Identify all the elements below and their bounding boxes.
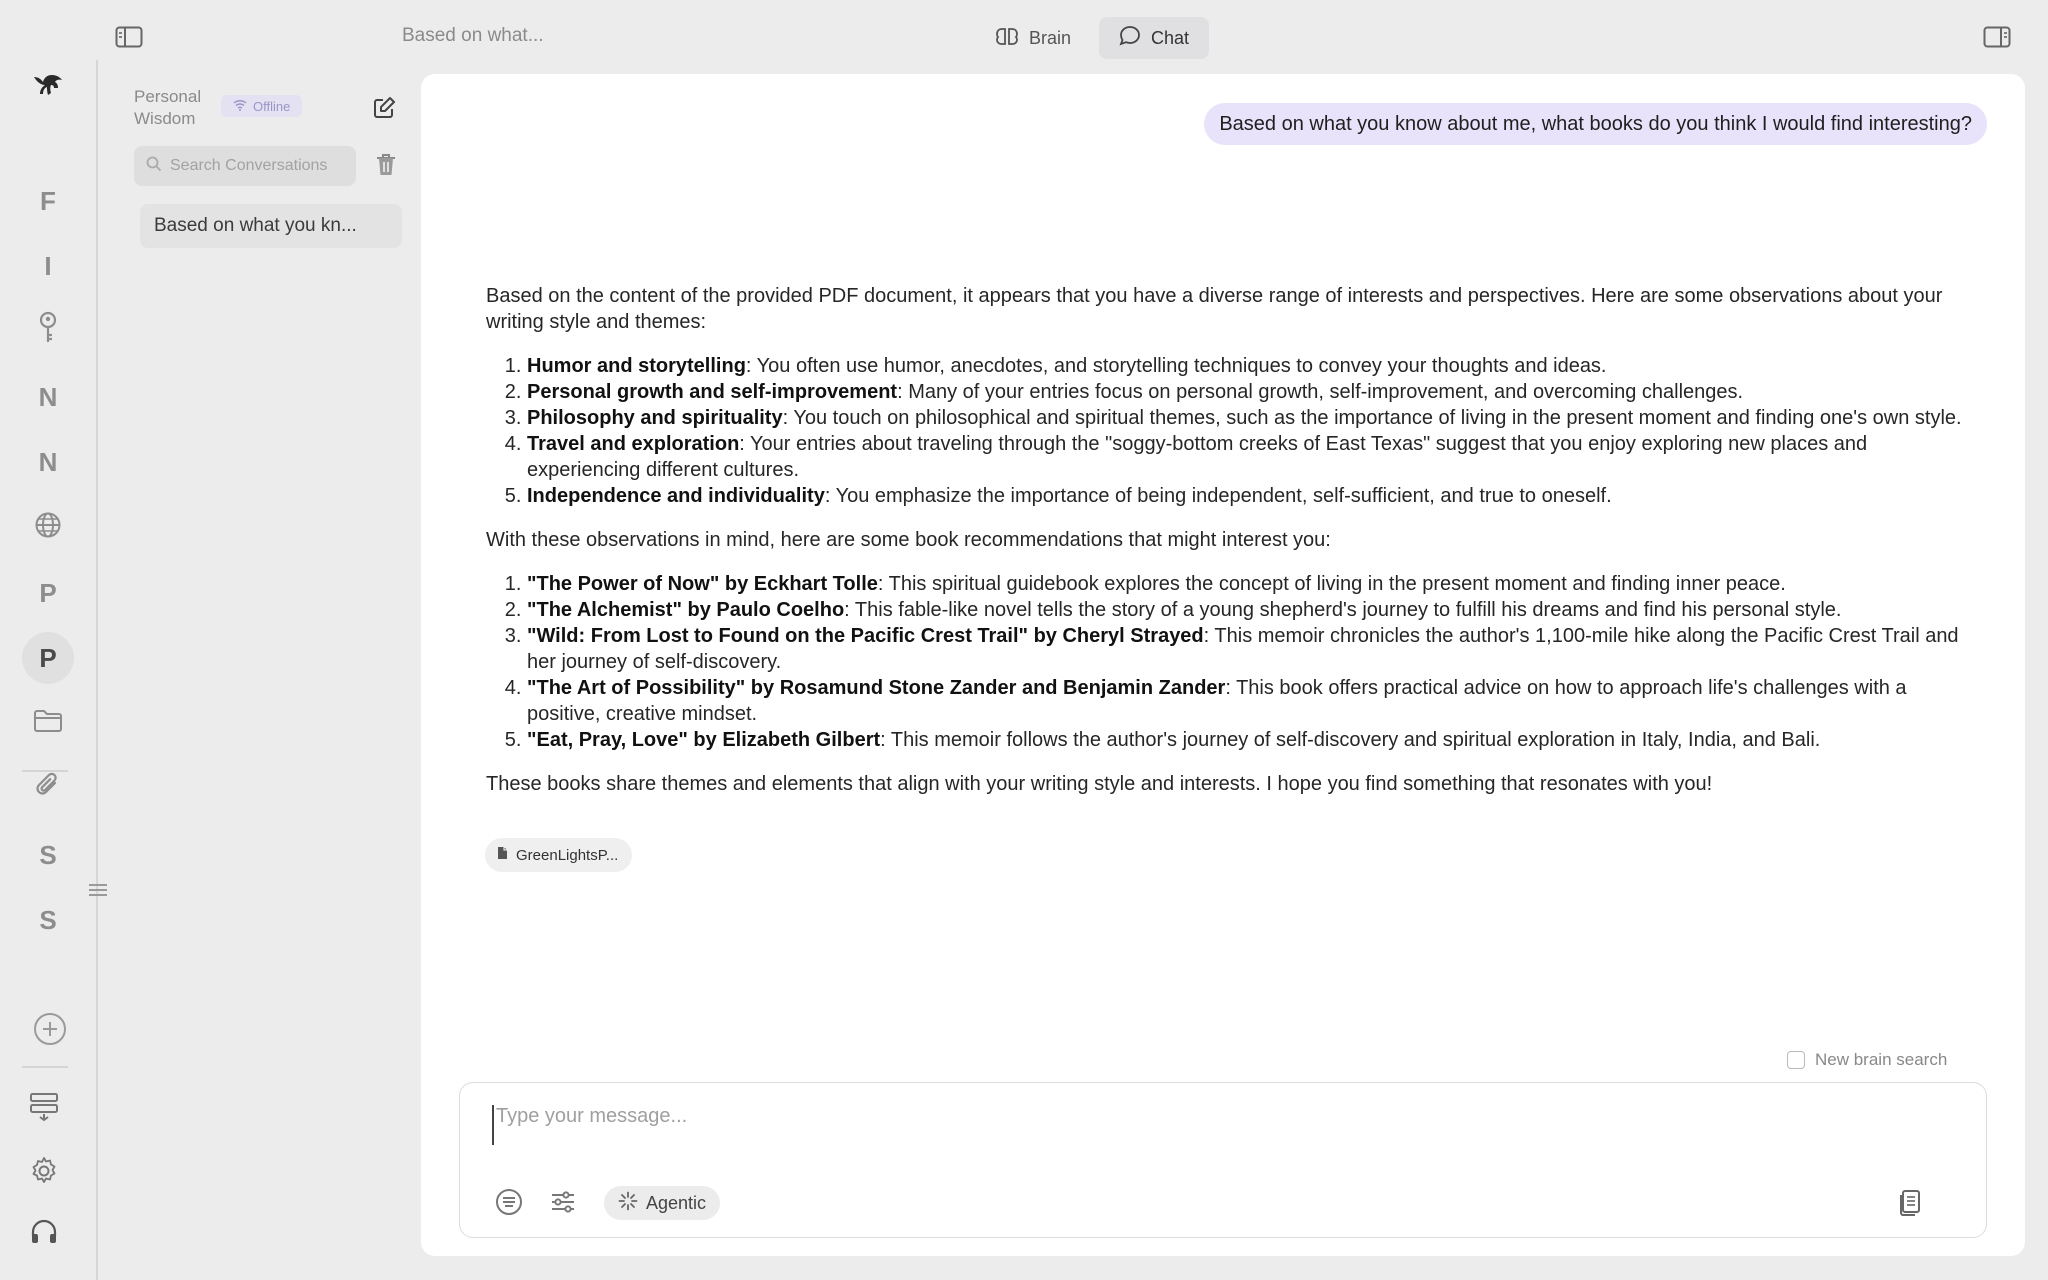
- list-item: [527, 405, 1971, 431]
- rail-item-folder[interactable]: [22, 698, 74, 750]
- answer-intro: Based on the content of the provided PDF document, it appears that you have a diverse range of interests and perspectives. Here are some observations about your writing style and themes:: [486, 285, 1943, 333]
- books-list: [486, 571, 1971, 753]
- add-brain-button[interactable]: [24, 1006, 76, 1058]
- rail-item-n1[interactable]: N: [38, 381, 58, 412]
- rail-item-key[interactable]: [22, 305, 74, 357]
- settings-sliders-button[interactable]: [548, 1189, 578, 1219]
- layers-icon: [28, 1091, 60, 1130]
- conversation-item[interactable]: Based on what you kn...: [140, 204, 402, 248]
- wifi-off-icon: [233, 99, 247, 114]
- list-item-title: "The Power of Now" by Eckhart Tolle: [527, 573, 878, 595]
- list-item-text: : This memoir follows the author's journey of self-discovery and spiritual exploration in Italy, India, and Bali.: [880, 729, 1821, 751]
- rail-item-p2[interactable]: P: [22, 632, 74, 684]
- list-item-text: : This book offers practical advice on how to approach life's challenges with a positive, creative mindset.: [527, 677, 1907, 725]
- rail-item-n2[interactable]: N: [38, 446, 58, 477]
- brain-icon: [995, 26, 1019, 51]
- list-item: [527, 571, 1971, 597]
- tab-chat-label: Chat: [1151, 27, 1190, 48]
- toggle-right-panel-icon[interactable]: [1982, 24, 2012, 50]
- list-item: [527, 353, 1971, 379]
- mode-tabs: [975, 17, 1209, 59]
- rail-item-i[interactable]: I: [44, 250, 52, 281]
- source-file-name: GreenLightsP...: [516, 846, 619, 864]
- new-brain-search-toggle[interactable]: [1787, 1050, 1947, 1070]
- message-input[interactable]: [492, 1105, 1872, 1145]
- new-conversation-button[interactable]: [372, 96, 396, 120]
- list-item-text: : You emphasize the importance of being independent, self-sufficient, and true to oneself.: [824, 485, 1612, 507]
- status-badge-label: Offline: [253, 98, 291, 114]
- new-brain-search-checkbox[interactable]: [1787, 1051, 1805, 1069]
- file-icon: [497, 846, 508, 864]
- list-item-title: Independence and individuality: [527, 485, 825, 507]
- answer-outro: These books share themes and elements that align with your writing style and interests. I hope you find something that resonates with you!: [486, 773, 1713, 795]
- list-item-text: : Your entries about traveling through the "soggy-bottom creeks of East Texas" suggest that you enjoy exploring new places and experiencing different cultures.: [527, 433, 1868, 481]
- rail-item-layers[interactable]: [18, 1084, 70, 1136]
- source-file-chip[interactable]: [485, 838, 632, 872]
- headset-icon: [29, 1218, 59, 1255]
- tab-brain-label: Brain: [1029, 27, 1072, 48]
- answer-mid: With these observations in mind, here are some book recommendations that might interest you:: [486, 529, 1331, 551]
- toggle-sidebar-icon[interactable]: [114, 24, 144, 50]
- globe-icon: [34, 511, 62, 546]
- chat-bubble-icon: [1119, 25, 1141, 52]
- rail-item-p1[interactable]: P: [39, 577, 57, 608]
- user-message: Based on what you know about me, what books do you think I would find interesting?: [1204, 103, 1987, 145]
- list-item-title: "Eat, Pray, Love" by Elizabeth Gilbert: [527, 729, 881, 751]
- paperclip-icon: [34, 771, 62, 808]
- rail-item-s1[interactable]: S: [39, 839, 57, 870]
- list-item: [527, 675, 1971, 727]
- brain-name: Personal Wisdom: [134, 87, 202, 128]
- trash-icon: [375, 164, 397, 181]
- support-button[interactable]: [18, 1210, 70, 1262]
- app-logo-icon[interactable]: [22, 60, 74, 112]
- tab-brain[interactable]: [975, 17, 1091, 59]
- status-badge: [221, 95, 302, 117]
- prompt-menu-button[interactable]: [494, 1189, 524, 1219]
- agentic-label: Agentic: [646, 1192, 707, 1213]
- folder-icon: [33, 709, 63, 740]
- list-item-text: : You touch on philosophical and spiritual themes, such as the importance of living in the present moment and finding one's own style.: [782, 407, 1962, 429]
- conversations-panel: [98, 60, 420, 1280]
- list-item-title: "Wild: From Lost to Found on the Pacific Crest Trail" by Cheryl Strayed: [527, 625, 1204, 647]
- list-item: [527, 597, 1971, 623]
- rail-divider-bottom: [22, 1066, 68, 1068]
- list-item-text: : Many of your entries focus on personal growth, self-improvement, and overcoming challenges.: [897, 381, 1744, 403]
- list-item-title: Personal growth and self-improvement: [527, 381, 898, 403]
- list-item-title: Philosophy and spirituality: [527, 407, 783, 429]
- gear-icon: [29, 1156, 59, 1193]
- key-icon: [37, 311, 59, 352]
- plus-circle-icon: [33, 1012, 67, 1053]
- list-item-title: Humor and storytelling: [527, 355, 746, 377]
- panel-resize-handle[interactable]: [89, 884, 107, 896]
- list-item-title: "The Alchemist" by Paulo Coelho: [527, 599, 845, 621]
- list-item: [527, 727, 1971, 753]
- new-brain-search-label: New brain search: [1815, 1050, 1948, 1069]
- list-item: [527, 431, 1971, 483]
- rail-item-f[interactable]: F: [40, 185, 56, 216]
- sliders-icon: [550, 1191, 576, 1218]
- assistant-message: [486, 283, 1971, 815]
- icon-rail: [0, 60, 98, 1280]
- list-item: [527, 483, 1971, 509]
- delete-conversations-button[interactable]: [375, 153, 399, 179]
- search-conversations[interactable]: [134, 146, 356, 186]
- compose-icon: [372, 107, 396, 124]
- agentic-toggle[interactable]: [604, 1186, 720, 1220]
- sparkle-icon: [618, 1191, 638, 1216]
- list-item-text: : This fable-like novel tells the story of a young shepherd's journey to fulfill his dreams and find his personal style.: [844, 599, 1842, 621]
- search-icon: [146, 156, 162, 177]
- list-circle-icon: [495, 1188, 523, 1221]
- message-composer: [459, 1082, 1987, 1238]
- tab-chat[interactable]: [1099, 17, 1209, 59]
- list-item: [527, 623, 1971, 675]
- conversation-title: Based on what...: [402, 25, 544, 46]
- rail-divider: [22, 770, 68, 772]
- rail-item-globe[interactable]: [22, 502, 74, 554]
- list-item-title: "The Art of Possibility" by Rosamund Stone Zander and Benjamin Zander: [527, 677, 1226, 699]
- list-item-text: : This memoir chronicles the author's 1,100-mile hike along the Pacific Crest Trail and her journey of self-discovery.: [527, 625, 1959, 673]
- document-icon: [1898, 1204, 1922, 1221]
- rail-item-s2[interactable]: S: [39, 904, 57, 935]
- settings-button[interactable]: [18, 1148, 70, 1200]
- search-input[interactable]: [170, 157, 350, 175]
- list-item-text: : This spiritual guidebook explores the concept of living in the present moment and finding inner peace.: [877, 573, 1786, 595]
- list-item: [527, 379, 1971, 405]
- list-item-title: Travel and exploration: [527, 433, 740, 455]
- chat-area: [421, 74, 2025, 1256]
- attach-document-button[interactable]: [1898, 1189, 1924, 1219]
- observations-list: [486, 353, 1971, 509]
- list-item-text: : You often use humor, anecdotes, and storytelling techniques to convey your thoughts and ideas.: [745, 355, 1607, 377]
